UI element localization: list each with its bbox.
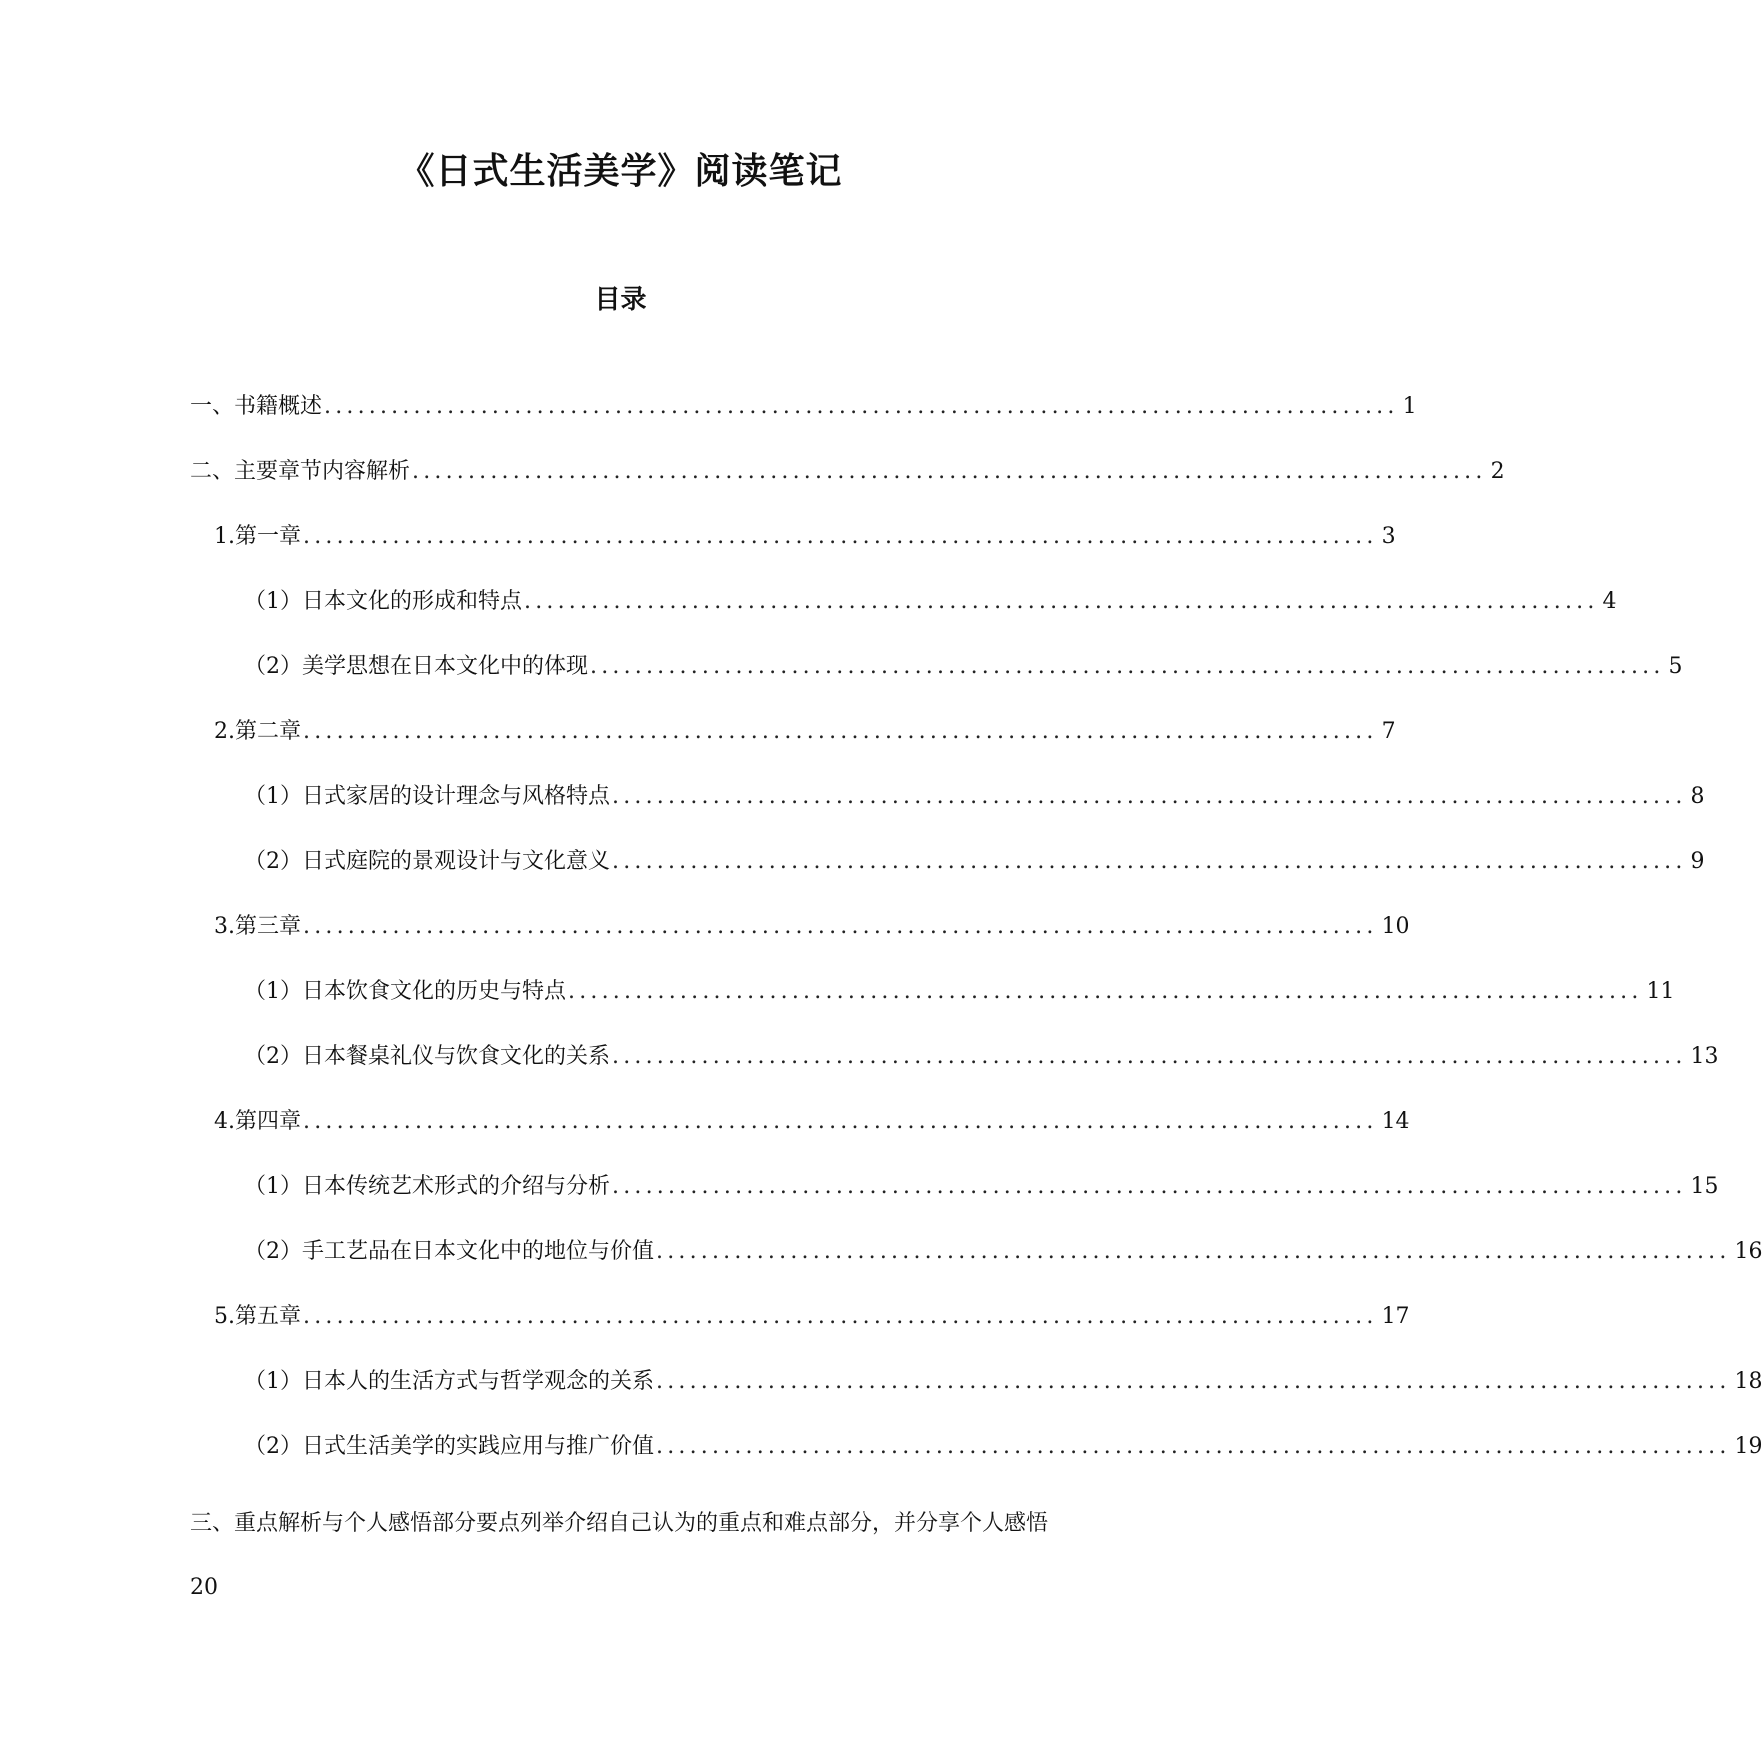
toc-entry-number: 2. <box>214 719 235 744</box>
toc-page-number: 10 <box>1381 914 1410 939</box>
toc-entry-label: （1）日本人的生活方式与哲学观念的关系 <box>244 1369 654 1394</box>
toc-entry-section[interactable] <box>244 586 1617 618</box>
toc-page-number: 9 <box>1690 849 1705 874</box>
toc-entry-label: 第一章 <box>235 524 302 549</box>
toc-entry-chapter-3[interactable] <box>214 911 1410 943</box>
toc-entry-key-points[interactable]: 三、重点解析与个人感悟部分要点列举介绍自己认为的重点和难点部分，并分享个人感悟20 <box>190 1511 1049 1600</box>
toc-page-number: 2 <box>1490 459 1505 484</box>
toc-entry-label: 第五章 <box>235 1304 302 1329</box>
toc-entry-section[interactable] <box>244 1366 1763 1398</box>
toc-page-number: 15 <box>1690 1174 1719 1199</box>
toc-dot-leader: ................................................................................................ <box>590 654 1665 679</box>
toc-page-number: 13 <box>1690 1044 1719 1069</box>
toc-entry-label: （2）日式庭院的景观设计与文化意义 <box>244 849 610 874</box>
toc-entry-label: 第二章 <box>235 719 302 744</box>
toc-page-number: 14 <box>1381 1109 1410 1134</box>
toc-entry-section[interactable] <box>244 1041 1719 1073</box>
toc-dot-leader: ................................................................................................ <box>303 1304 1378 1329</box>
toc-page-number: 11 <box>1646 979 1675 1004</box>
toc-entry-label: 第四章 <box>235 1109 302 1134</box>
toc-dot-leader: ................................................................................................ <box>656 1239 1731 1264</box>
toc-dot-leader: ................................................................................................ <box>612 1174 1687 1199</box>
toc-entry-number: 4. <box>214 1109 235 1134</box>
toc-entry-chapters[interactable] <box>190 456 1505 488</box>
toc-entry-number: 3. <box>214 914 235 939</box>
toc-page-number: 5 <box>1668 654 1683 679</box>
toc-entry-label: （1）日本文化的形成和特点 <box>244 589 522 614</box>
toc-entry-number: 1. <box>214 524 235 549</box>
toc-entry-chapter-5[interactable] <box>214 1301 1410 1333</box>
toc-entry-chapter-2[interactable] <box>214 716 1396 748</box>
toc-page-number: 1 <box>1402 394 1417 419</box>
toc-entry-label: 一、书籍概述 <box>190 394 323 419</box>
toc-page-number: 7 <box>1381 719 1396 744</box>
toc-page-number: 19 <box>1734 1434 1763 1459</box>
toc-entry-label: （2）手工艺品在日本文化中的地位与价值 <box>244 1239 654 1264</box>
toc-page-number: 16 <box>1734 1239 1763 1264</box>
toc-dot-leader: ................................................................................................ <box>612 849 1687 874</box>
toc-entry-label: （2）日本餐桌礼仪与饮食文化的关系 <box>244 1044 610 1069</box>
toc-entry-label: （1）日式家居的设计理念与风格特点 <box>244 784 610 809</box>
toc-entry-section[interactable] <box>244 1171 1719 1203</box>
toc-dot-leader: ................................................................................................ <box>612 1044 1687 1069</box>
toc-entry-section[interactable] <box>244 651 1683 683</box>
toc-entry-section[interactable] <box>244 1236 1763 1268</box>
toc-entry-chapter-1[interactable] <box>214 521 1396 553</box>
toc-entry-section[interactable] <box>244 781 1705 813</box>
toc-dot-leader: ................................................................................................ <box>324 394 1399 419</box>
toc-dot-leader: ................................................................................................ <box>656 1434 1731 1459</box>
document-title: 《日式生活美学》阅读笔记 <box>398 151 843 192</box>
toc-page-number: 8 <box>1690 784 1705 809</box>
toc-entry-label: （2）美学思想在日本文化中的体现 <box>244 654 588 679</box>
toc-entry-section[interactable] <box>244 976 1675 1008</box>
toc-entry-section[interactable] <box>244 846 1705 878</box>
toc-entry-label: 二、主要章节内容解析 <box>190 459 411 484</box>
toc-entry-label: 第三章 <box>235 914 302 939</box>
toc-entry-label: （2）日式生活美学的实践应用与推广价值 <box>244 1434 654 1459</box>
toc-dot-leader: ................................................................................................ <box>412 459 1487 484</box>
toc-dot-leader: ................................................................................................ <box>303 1109 1378 1134</box>
toc-entry-number: 5. <box>214 1304 235 1329</box>
toc-dot-leader: ................................................................................................ <box>656 1369 1731 1394</box>
toc-entry-overview[interactable] <box>190 391 1417 423</box>
toc-page-number: 17 <box>1381 1304 1410 1329</box>
toc-heading: 目录 <box>594 285 647 315</box>
toc-page-number: 18 <box>1734 1369 1763 1394</box>
toc-entry-chapter-4[interactable] <box>214 1106 1410 1138</box>
toc-page-number: 4 <box>1602 589 1617 614</box>
toc-entry-label: （1）日本传统艺术形式的介绍与分析 <box>244 1174 610 1199</box>
toc-dot-leader: ................................................................................................ <box>303 914 1378 939</box>
toc-page-number: 3 <box>1381 524 1396 549</box>
toc-dot-leader: ................................................................................................ <box>303 719 1378 744</box>
toc-dot-leader: ................................................................................................ <box>303 524 1378 549</box>
toc-entry-label: （1）日本饮食文化的历史与特点 <box>244 979 566 1004</box>
toc-entry-section[interactable] <box>244 1431 1763 1463</box>
toc-dot-leader: ................................................................................................ <box>524 589 1599 614</box>
toc-dot-leader: ................................................................................................ <box>612 784 1687 809</box>
toc-dot-leader: ................................................................................................ <box>568 979 1643 1004</box>
